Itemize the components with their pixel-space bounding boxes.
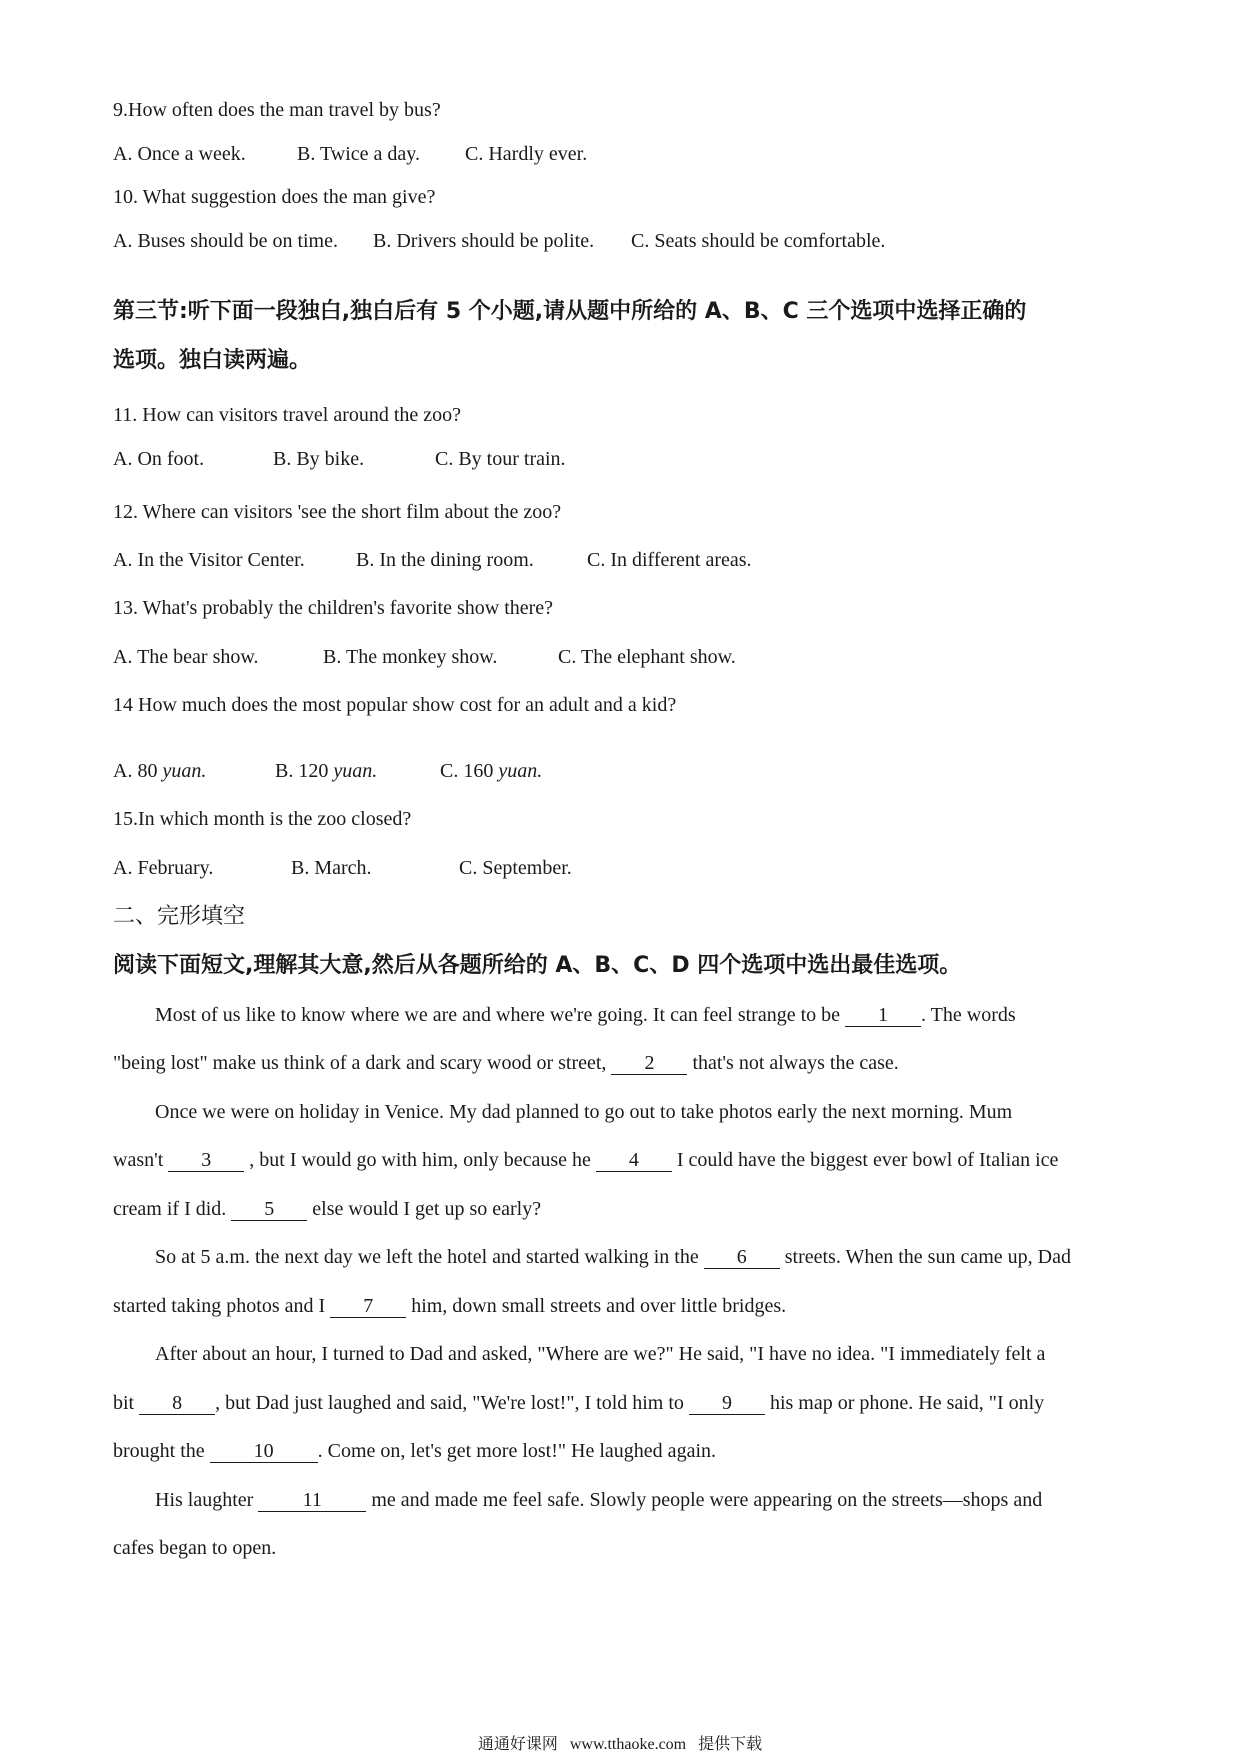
option-c: C. 160 yuan.: [440, 760, 543, 782]
question-12: [113, 498, 1123, 526]
options-11: [113, 445, 1123, 473]
part-instruction-text: 阅读下面短文,理解其大意,然后从各题所给的 A、B、C、D 四个选项中选出最佳选项。: [113, 953, 962, 978]
blank-7: 7: [330, 1295, 406, 1318]
question-15: [113, 805, 1123, 833]
option-a: A. 80 yuan.: [113, 760, 207, 782]
section-heading-2: [113, 347, 1123, 375]
option-b: B. By bike.: [273, 448, 365, 470]
blank-8: 8: [139, 1392, 215, 1415]
question-text: 14 How much does the most popular show cost for an adult and a kid?: [113, 694, 677, 716]
passage-line: Once we were on holiday in Venice. My dad planned to go out to take photos early the next morning. Mum: [155, 1101, 1013, 1123]
passage-line: "being lost" make us think of a dark and scary wood or street, 2 that's not always the case.: [113, 1052, 899, 1074]
part-title: [113, 903, 1123, 931]
option-a: A. The bear show.: [113, 646, 259, 668]
blank-4: 4: [596, 1149, 672, 1172]
passage-line: Most of us like to know where we are and where we're going. It can feel strange to be 1 . The words: [155, 1004, 1016, 1026]
option-b: B. In the dining room.: [356, 549, 534, 571]
option-b: B. 120 yuan.: [275, 760, 378, 782]
option-b: B. Twice a day.: [297, 143, 421, 165]
options-14: [113, 757, 1123, 785]
option-a: A. On foot.: [113, 448, 205, 470]
unit: yuan.: [498, 760, 543, 782]
options-9: [113, 140, 1123, 168]
section-heading: [113, 298, 1123, 326]
blank-5: 5: [231, 1198, 307, 1221]
option-c: C. September.: [459, 857, 572, 879]
question-text: 9.How often does the man travel by bus?: [113, 99, 441, 121]
option-b: B. March.: [291, 857, 372, 879]
question-14: [113, 691, 1123, 719]
part-instruction: [113, 952, 1123, 980]
question-text: 12. Where can visitors 'see the short film about the zoo?: [113, 501, 562, 523]
passage-line: started taking photos and I 7 him, down small streets and over little bridges.: [113, 1295, 787, 1317]
passage-line: brought the 10 . Come on, let's get more lost!" He laughed again.: [113, 1440, 716, 1462]
option-b: B. Drivers should be polite.: [373, 230, 595, 252]
blank-11: 11: [258, 1489, 366, 1512]
blank-6: 6: [704, 1246, 780, 1269]
question-text: 11. How can visitors travel around the zoo?: [113, 404, 462, 426]
passage-line: cream if I did. 5 else would I get up so early?: [113, 1198, 542, 1220]
page-footer: [0, 1731, 1240, 1754]
passage-line: So at 5 a.m. the next day we left the hotel and started walking in the 6 streets. When the sun came up, Dad: [155, 1246, 1071, 1268]
blank-1: 1: [845, 1004, 921, 1027]
passage-line: bit 8 , but Dad just laughed and said, "We're lost!", I told him to 9 his map or phone. He said, "I only: [113, 1392, 1045, 1414]
blank-3: 3: [168, 1149, 244, 1172]
footer-site-name: 通通好课网: [477, 1734, 558, 1753]
unit: yuan.: [333, 760, 378, 782]
options-10: [113, 227, 1123, 255]
blank-2: 2: [611, 1052, 687, 1075]
option-a: A. Buses should be on time.: [113, 230, 338, 252]
part-title-text: 二、完形填空: [113, 904, 246, 929]
option-a: A. In the Visitor Center.: [113, 549, 305, 571]
options-13: [113, 643, 1123, 671]
option-a: A. Once a week.: [113, 143, 246, 165]
option-c: C. In different areas.: [587, 549, 752, 571]
passage-line: After about an hour, I turned to Dad and asked, "Where are we?" He said, "I have no idea. "I immediately felt a: [155, 1343, 1046, 1365]
footer-url[interactable]: www.tthaoke.com: [569, 1736, 687, 1753]
question-13: [113, 594, 1123, 622]
unit: yuan.: [162, 760, 207, 782]
blank-9: 9: [689, 1392, 765, 1415]
footer-tail: 提供下载: [698, 1734, 763, 1753]
section-heading-line2: 选项。独白读两遍。: [113, 348, 312, 373]
question-9: [113, 96, 1123, 124]
option-b: B. The monkey show.: [323, 646, 498, 668]
options-15: [113, 854, 1123, 882]
passage-line: cafes began to open.: [113, 1537, 277, 1559]
passage-line: His laughter 11 me and made me feel safe. Slowly people were appearing on the streets—shops and: [155, 1489, 1043, 1511]
option-c: C. Seats should be comfortable.: [631, 230, 886, 252]
passage-line: wasn't 3 , but I would go with him, only because he 4 I could have the biggest ever bowl of Italian ice: [113, 1149, 1059, 1171]
option-c: C. The elephant show.: [558, 646, 736, 668]
section-heading-line1: 第三节:听下面一段独白,独白后有 5 个小题,请从题中所给的 A、B、C 三个选项中选择正确的: [113, 299, 1027, 324]
option-a: A. February.: [113, 857, 214, 879]
question-text: 10. What suggestion does the man give?: [113, 186, 436, 208]
question-11: [113, 401, 1123, 429]
question-text: 13. What's probably the children's favorite show there?: [113, 597, 554, 619]
options-12: [113, 546, 1123, 574]
option-c: C. Hardly ever.: [465, 143, 588, 165]
question-text: 15.In which month is the zoo closed?: [113, 808, 412, 830]
option-c: C. By tour train.: [435, 448, 566, 470]
question-10: [113, 183, 1123, 211]
blank-10: 10: [210, 1440, 318, 1463]
